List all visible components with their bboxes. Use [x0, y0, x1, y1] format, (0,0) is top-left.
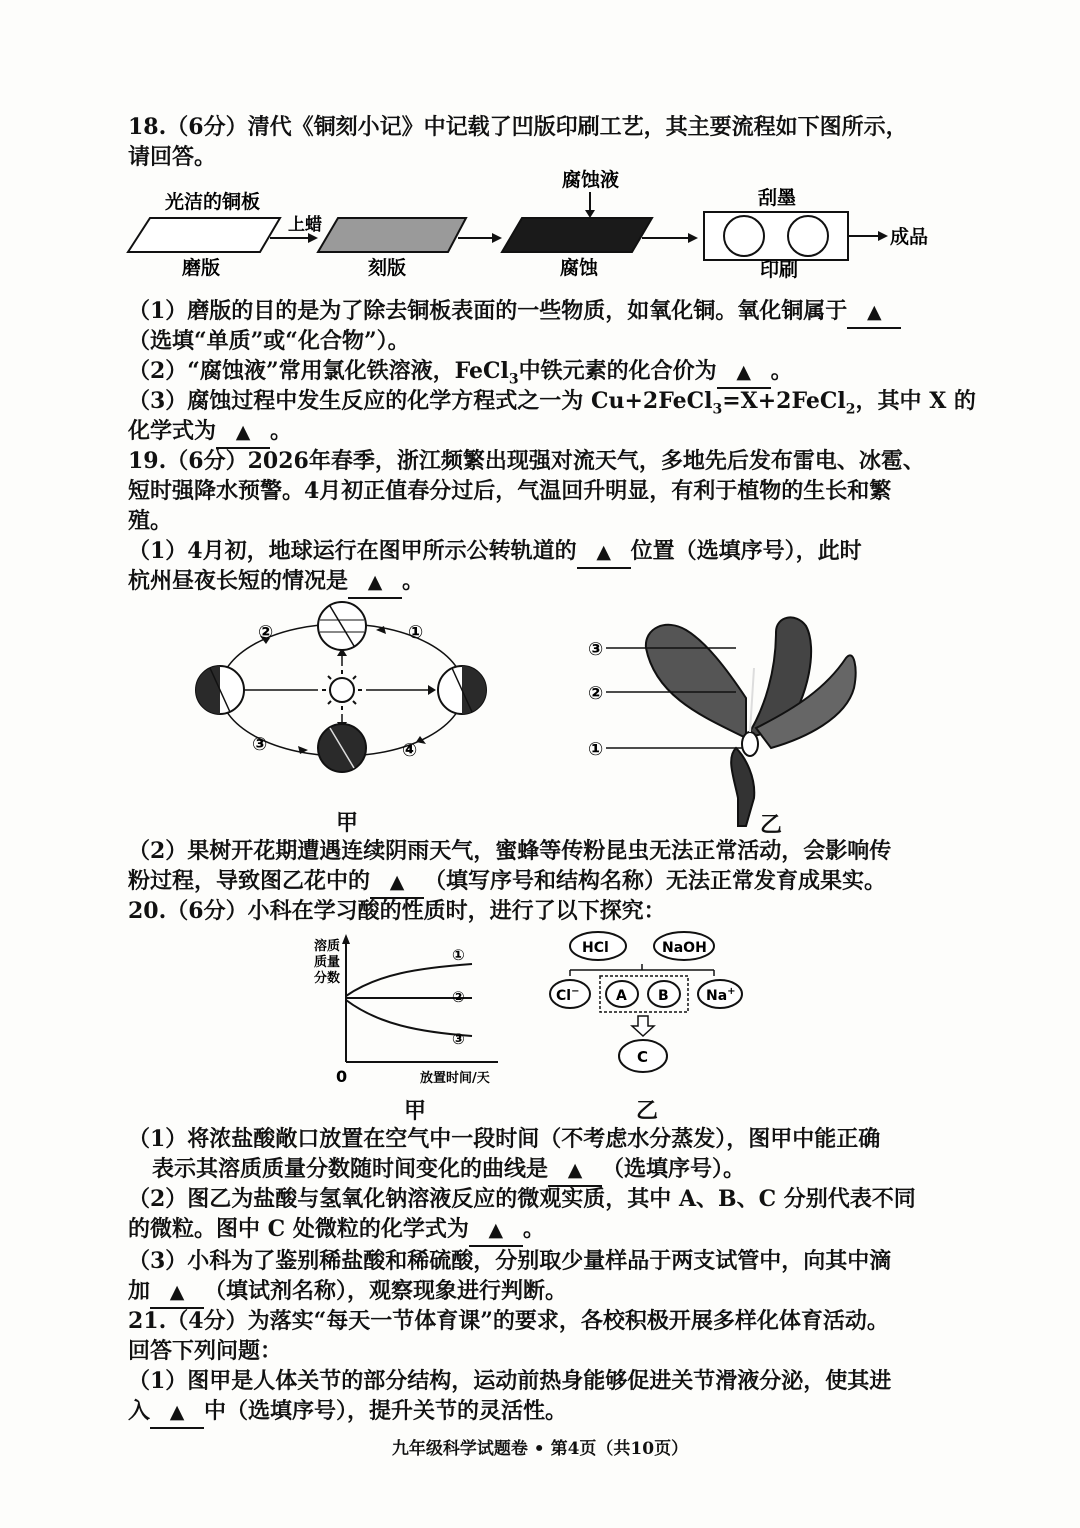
- curve-label-2: ②: [452, 988, 465, 1006]
- q18-p3-text2: =X+2FeCl: [722, 388, 846, 414]
- q19-p2-text: 粉过程，导致图乙花中的: [128, 868, 371, 894]
- copper-plate-shape: [128, 218, 280, 252]
- q21-p1b: [128, 1396, 567, 1429]
- q20-p2-text: 的微粒。图中 C 处微粒的化学式为: [128, 1216, 469, 1242]
- product-label: 成品: [890, 226, 929, 248]
- orbit-label-4: ④: [402, 740, 418, 761]
- earth-bottom: [318, 724, 366, 772]
- period: 。: [402, 568, 425, 594]
- arrow-down-icon: [585, 210, 595, 218]
- q20-p1b: [152, 1154, 745, 1187]
- q20-p3-text2: （填试剂名称），观察现象进行判断。: [204, 1278, 568, 1304]
- q18-line1: 18.（6分）清代《铜刻小记》中记载了凹版印刷工艺，其主要流程如下图所示，: [128, 114, 908, 140]
- page-footer: 九年级科学试题卷 • 第4页（共10页）: [391, 1439, 689, 1459]
- curve-label-3: ③: [452, 1030, 465, 1048]
- q18-flow-diagram: [120, 168, 940, 288]
- orbit-diagram: [190, 600, 510, 800]
- q18-p3-text3: ，其中 X 的: [855, 388, 976, 414]
- etched-plate-shape: [502, 218, 652, 252]
- hcl-label: HCl: [582, 940, 609, 956]
- orbit-label-1: ①: [408, 622, 424, 643]
- answer-blank[interactable]: ▲: [469, 1215, 523, 1247]
- answer-blank[interactable]: ▲: [577, 537, 631, 569]
- graph-xlabel: 放置时间/天: [420, 1071, 490, 1086]
- q20-p3b: [128, 1276, 567, 1309]
- etchant-label: 腐蚀液: [562, 169, 620, 191]
- cl-ion-label: Cl−: [556, 986, 580, 1004]
- fig-b-caption: 乙: [760, 812, 783, 838]
- particle-a-label: A: [616, 988, 627, 1004]
- earth-left: [196, 666, 244, 714]
- particle-c-label: C: [637, 1048, 649, 1066]
- q21-p1a: （1）图甲是人体关节的部分结构，运动前热身能够促进关节滑液分泌，使其进: [128, 1368, 892, 1394]
- step-grind-label: 磨版: [182, 257, 221, 279]
- period: 。: [270, 418, 293, 444]
- arrow-icon: [878, 231, 888, 241]
- answer-blank[interactable]: ▲: [370, 867, 424, 899]
- q19-p1-text: （1）4月初，地球运行在图甲所示公转轨道的: [128, 538, 577, 564]
- q20-p1-text2: （选填序号）。: [602, 1156, 746, 1182]
- wax-label: 上蜡: [288, 215, 322, 235]
- q21-line2: 回答下列问题：: [128, 1338, 283, 1364]
- q18-p2-text: （2）“腐蚀液”常用氯化铁溶液，FeCl: [128, 358, 509, 384]
- q20-p1-text: 表示其溶质质量分数随时间变化的曲线是: [152, 1156, 549, 1182]
- graph-ylabel-3: 分数: [314, 971, 341, 986]
- q20-p3a: （3）小科为了鉴别稀盐酸和稀硫酸，分别取少量样品于两支试管中，向其中滴: [128, 1248, 892, 1274]
- q19-p2b: [128, 866, 886, 899]
- mass-fraction-graph: [308, 934, 508, 1094]
- naoh-label: NaOH: [662, 940, 707, 956]
- q20-p2a: （2）图乙为盐酸与氢氧化钠溶液反应的微观实质，其中 A、B、C 分别代表不同: [128, 1186, 916, 1212]
- q18-p3-text: （3）腐蚀过程中发生反应的化学方程式之一为 Cu+2FeCl: [128, 388, 713, 414]
- flower-diagram: [586, 608, 866, 828]
- roller-right: [788, 216, 828, 256]
- copper-plate-label: 光洁的铜板: [165, 191, 261, 213]
- down-arrow-icon: [632, 1016, 654, 1036]
- scrape-ink-label: 刮墨: [758, 187, 797, 209]
- orbit-label-3: ③: [252, 734, 268, 755]
- particle-caption: 乙: [636, 1098, 659, 1124]
- answer-blank[interactable]: ▲: [348, 567, 402, 599]
- q19-p1c: [128, 566, 424, 599]
- flower-label-1: ①: [588, 739, 604, 760]
- graph-origin: 0: [336, 1067, 348, 1086]
- arrow-icon: [492, 233, 502, 243]
- q19-p2-text2: （填写序号和结构名称）无法正常发育成果实。: [424, 868, 887, 894]
- q21-p1-text: 入: [128, 1398, 151, 1424]
- carved-plate-shape: [318, 218, 466, 252]
- graph-ylabel-2: 质量: [314, 955, 341, 970]
- q20-p1a: （1）将浓盐酸敞口放置在空气中一段时间（不考虑水分蒸发），图甲中能正确: [128, 1126, 881, 1152]
- q19-p1: [128, 536, 862, 569]
- earth-top: [318, 602, 366, 650]
- answer-blank[interactable]: ▲: [717, 357, 771, 389]
- q18-p2-text2: 中铁元素的化合价为: [518, 358, 717, 384]
- particle-diagram: [542, 928, 782, 1088]
- curve-label-1: ①: [452, 946, 465, 964]
- graph-ylabel-1: 溶质: [314, 939, 341, 954]
- q18-line2: 请回答。: [128, 144, 217, 170]
- q19-line3: 殖。: [128, 508, 173, 534]
- q20-line1: 20.（6分）小科在学习酸的性质时，进行了以下探究：: [128, 898, 666, 924]
- q18-p3-text4: 化学式为: [128, 418, 217, 444]
- q19-line2: 短时强降水预警。4月初正值春分过后，气温回升明显，有利于植物的生长和繁: [128, 478, 892, 504]
- flower-label-2: ②: [588, 683, 604, 704]
- subscript: 2: [845, 401, 856, 418]
- q21-line1: 21.（4分）为落实“每天一节体育课”的要求，各校积极开展多样化体育活动。: [128, 1308, 889, 1334]
- q18-p1-text: （1）磨版的目的是为了除去铜板表面的一些物质，如氧化铜。氧化铜属于: [128, 298, 848, 324]
- answer-blank[interactable]: ▲: [847, 297, 901, 329]
- earth-right: [438, 666, 486, 714]
- q19-line1: 19.（6分）2026年春季，浙江频繁出现强对流天气，多地先后发布雷电、冰雹、: [128, 448, 925, 474]
- step-etch-label: 腐蚀: [560, 257, 599, 279]
- period: 。: [770, 358, 793, 384]
- q21-p1-text2: 中（选填序号），提升关节的灵活性。: [204, 1398, 568, 1424]
- step-print-label: 印刷: [760, 259, 799, 281]
- answer-blank[interactable]: ▲: [150, 1397, 204, 1429]
- subscript: 3: [508, 371, 519, 388]
- q18-p1b: （选填“单质”或“化合物”）。: [128, 328, 410, 354]
- sun-icon: [322, 670, 362, 710]
- subscript: 3: [712, 401, 723, 418]
- q20-p3-text: 加: [128, 1278, 151, 1304]
- na-ion-label: Na+: [706, 986, 736, 1004]
- q20-p2b: [128, 1214, 545, 1247]
- q18-p1a: [128, 296, 901, 329]
- arrow-icon: [688, 233, 698, 243]
- answer-blank[interactable]: ▲: [216, 417, 270, 449]
- answer-blank[interactable]: ▲: [150, 1277, 204, 1309]
- flower-label-3: ③: [588, 639, 604, 660]
- particle-b-label: B: [658, 988, 669, 1004]
- q19-p2a: （2）果树开花期遭遇连续阴雨天气，蜜蜂等传粉昆虫无法正常活动，会影响传: [128, 838, 892, 864]
- q18-p3d: [128, 416, 292, 449]
- graph-caption: 甲: [404, 1098, 427, 1124]
- roller-left: [724, 216, 764, 256]
- answer-blank[interactable]: ▲: [548, 1155, 602, 1187]
- step-carve-label: 刻版: [368, 257, 407, 279]
- q19-p1-text2: 位置（选填序号），此时: [630, 538, 862, 564]
- period: 。: [522, 1216, 545, 1242]
- q19-p1-text3: 杭州昼夜长短的情况是: [128, 568, 349, 594]
- orbit-label-2: ②: [258, 622, 274, 643]
- fig-a-caption: 甲: [336, 810, 359, 836]
